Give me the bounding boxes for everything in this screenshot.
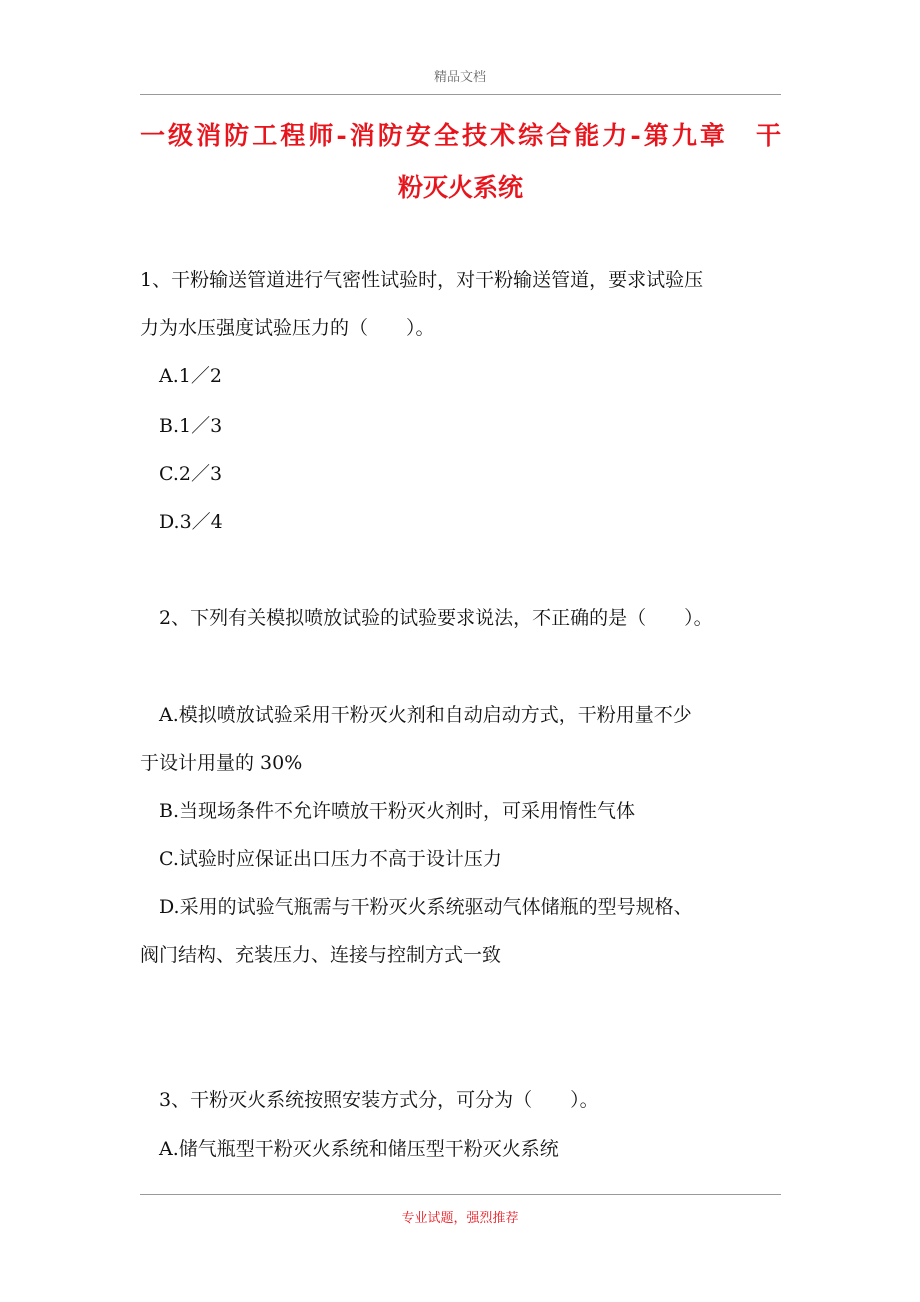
document-title-line-2: 粉灭火系统 (397, 173, 523, 202)
question-1-option-b: B.1／3 (159, 415, 223, 437)
header-rule (140, 94, 781, 95)
document-title-line-1: 一级消防工程师-消防安全技术综合能力-第九章 干 (140, 121, 781, 150)
page-header: 精品文档 (433, 70, 486, 85)
question-1-option-d: D.3／4 (159, 511, 223, 533)
question-1-option-c: C.2／3 (159, 463, 223, 485)
question-1-stem-line-2: 力为水压强度试验压力的（ ）。 (140, 317, 435, 339)
question-3-stem: 3、干粉灭火系统按照安装方式分，可分为（ ）。 (159, 1089, 599, 1111)
question-1-stem-line-1: 1、干粉输送管道进行气密性试验时，对干粉输送管道，要求试验压 (140, 269, 704, 291)
question-3-option-a: A.储气瓶型干粉灭火系统和储压型干粉灭火系统 (159, 1138, 559, 1160)
question-1-option-a: A.1／2 (159, 365, 222, 387)
question-2-option-a-line-2: 于设计用量的 30% (140, 752, 303, 774)
question-2-stem: 2、下列有关模拟喷放试验的试验要求说法，不正确的是（ ）。 (159, 607, 713, 629)
question-2-option-b: B.当现场条件不允许喷放干粉灭火剂时，可采用惰性气体 (159, 800, 636, 822)
question-2-option-a-line-1: A.模拟喷放试验采用干粉灭火剂和自动启动方式，干粉用量不少 (159, 704, 692, 726)
footer-rule (140, 1194, 781, 1195)
question-2-option-d-line-2: 阀门结构、充装压力、连接与控制方式一致 (140, 944, 502, 966)
question-2-option-d-line-1: D.采用的试验气瓶需与干粉灭火系统驱动气体储瓶的型号规格、 (159, 896, 693, 918)
question-2-option-c: C.试验时应保证出口压力不高于设计压力 (159, 848, 502, 870)
page-footer: 专业试题，强烈推荐 (401, 1211, 519, 1226)
